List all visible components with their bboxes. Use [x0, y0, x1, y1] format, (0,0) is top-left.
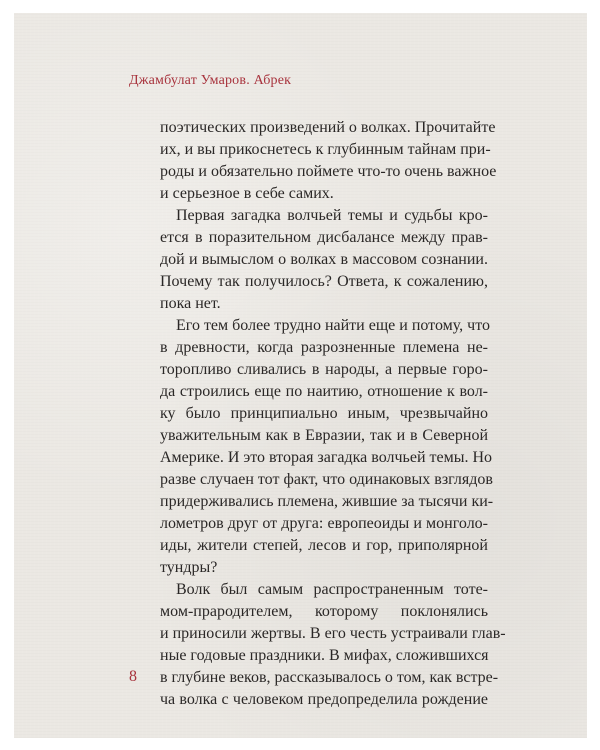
text-line: придерживались племена, жившие за тысячи ки- — [160, 493, 494, 510]
text-line: их, и вы прикоснетесь к глубинным тайнам при- — [160, 141, 491, 158]
text-line: в глубине веков, рассказывалось о том, как встре- — [160, 669, 499, 686]
text-line: иды, жители степей, лесов и гор, приполярной — [160, 537, 488, 554]
text-line: пока нет. — [160, 295, 221, 312]
text-line: разве случаен тот факт, что одинаковых взглядов — [160, 471, 493, 488]
book-page — [14, 13, 587, 738]
text-line: Первая загадка волчьей темы и судьбы кро- — [176, 207, 488, 224]
text-line: Почему так получилось? Ответа, к сожалению, — [160, 273, 488, 290]
text-line: мом-прародителем, которому поклонялись — [160, 603, 488, 620]
text-line: тундры? — [160, 559, 218, 576]
text-line: дой и вымыслом о волках в массовом сознании. — [160, 251, 488, 268]
text-line: да строились еще по наитию, отношение к вол- — [160, 383, 488, 400]
text-line: и приносили жертвы. В его честь устраивали глав- — [160, 625, 506, 642]
running-head: Джамбулат Умаров. Абрек — [129, 73, 292, 88]
text-line: ные годовые праздники. В мифах, сложившихся — [160, 647, 489, 664]
text-line: ется в поразительном дисбалансе между прав- — [160, 229, 488, 246]
text-line: ку было принципиально иным, чрезвычайно — [160, 405, 488, 422]
text-line: торопливо сливались в народы, а первые горо- — [160, 361, 488, 378]
text-line: ча волка с человеком предопределила рождение — [160, 691, 488, 708]
text-line: лометров друг от друга: европеоиды и монголо- — [160, 515, 488, 532]
text-line: уважительным как в Евразии, так и в Северной — [160, 427, 488, 444]
text-line: Америке. И это вторая загадка волчьей темы. Но — [160, 449, 493, 466]
text-line: поэтических произведений о волках. Прочитайте — [160, 119, 496, 136]
text-line: и серьезное в себе самих. — [160, 185, 334, 202]
text-line: Его тем более трудно найти еще и потому, что — [176, 317, 490, 334]
text-line: роды и обязательно поймете что-то очень важное — [160, 163, 497, 180]
text-line: Волк был самым распространенным тоте- — [176, 581, 488, 598]
page-number: 8 — [129, 668, 137, 685]
body-text — [160, 117, 506, 711]
text-line: в древности, когда разрозненные племена не- — [160, 339, 488, 356]
